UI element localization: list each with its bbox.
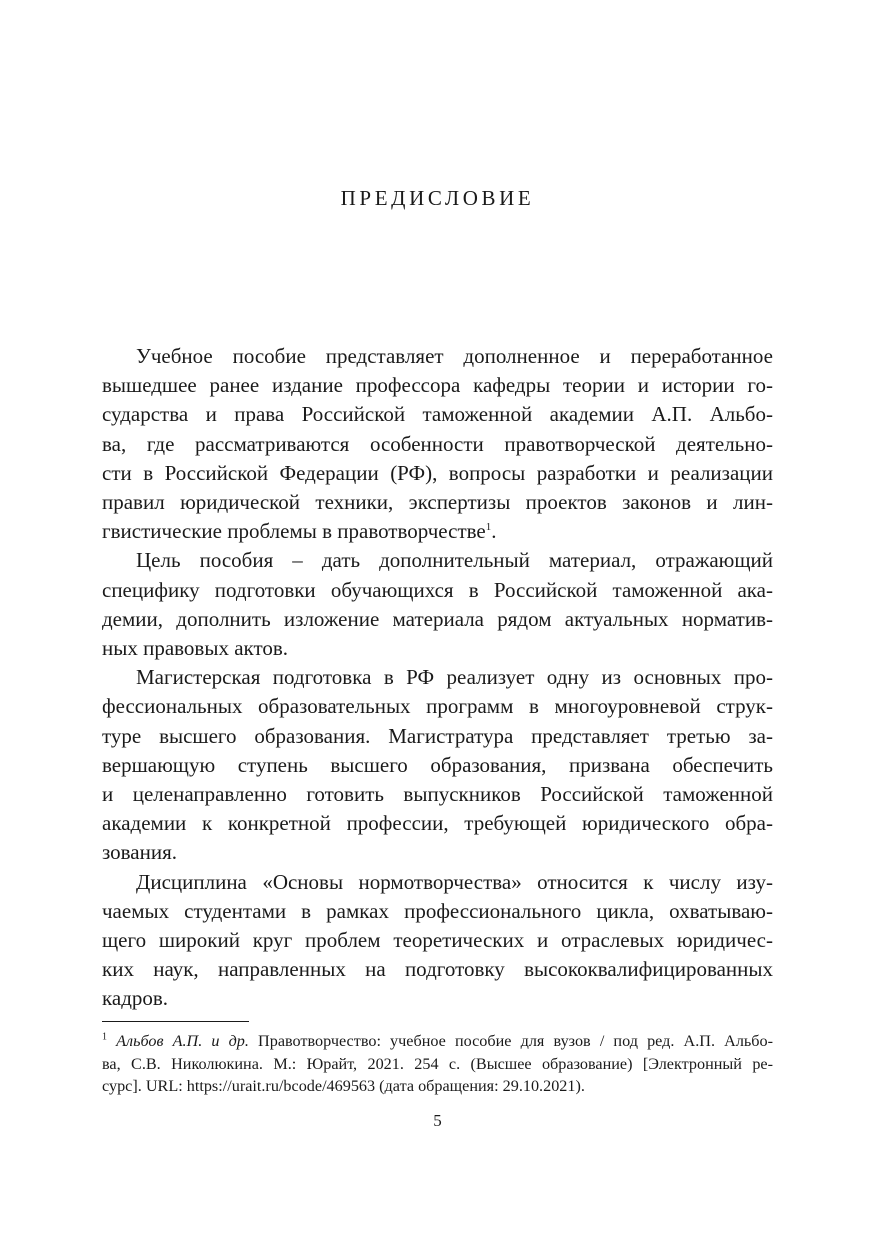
footnote: [102, 1030, 773, 1098]
text-line: ва, где рассматриваются особенности правотворческой деятельно-: [102, 431, 773, 456]
text-line: чаемых студентами в рамках профессионального цикла, охватываю-: [102, 898, 773, 923]
text-line: Магистерская подготовка в РФ реализует одну из основных про-: [136, 665, 773, 690]
text-line: гвистические проблемы в правотворчестве: [102, 519, 486, 544]
footnote-line: [102, 1030, 773, 1053]
text-line: туре высшего образования. Магистратура представляет третью за-: [102, 723, 773, 748]
text-line: сударства и права Российской таможенной академии А.П. Альбо-: [102, 402, 773, 427]
paragraph-3: [102, 663, 773, 867]
paragraph-4: [102, 868, 773, 1014]
footnote-line: сурс]. URL: https://urait.ru/bcode/469563 (дата обращения: 29.10.2021).: [102, 1077, 585, 1096]
text-line: фессиональных образовательных программ в многоуровневой струк-: [102, 694, 773, 719]
text-line: академии к конкретной профессии, требующей юридического обра-: [102, 811, 773, 836]
page-title: ПРЕДИСЛОВИЕ: [340, 186, 535, 210]
paragraph-1: [102, 342, 773, 546]
body-text: [102, 342, 773, 1014]
sentence-end: .: [491, 519, 497, 544]
page-number: 5: [433, 1111, 442, 1130]
text-line: и целенаправленно готовить выпускников Российской таможенной: [102, 782, 773, 807]
text-line: Дисциплина «Основы нормотворчества» относится к числу изу-: [136, 869, 773, 894]
text-line: щего широкий круг проблем теоретических и отраслевых юридичес-: [102, 928, 773, 953]
text-line: кадров.: [102, 986, 169, 1011]
footnote-separator: [102, 1021, 249, 1022]
text-line: вышедшее ранее издание профессора кафедры теории и истории го-: [102, 373, 773, 398]
text-line: Учебное пособие представляет дополненное и переработанное: [136, 344, 773, 368]
text-line: сти в Российской Федерации (РФ), вопросы разработки и реализации: [102, 460, 773, 485]
text-line: специфику подготовки обучающихся в Российской таможенной ака-: [102, 577, 773, 602]
footnote-author: Альбов А.П. и др.: [116, 1032, 249, 1050]
text-line: правил юридической техники, экспертизы проектов законов и лин-: [102, 490, 773, 515]
text-line: вершающую ступень высшего образования, призвана обеспечить: [102, 752, 773, 777]
text-line-with-footnote: [102, 517, 773, 546]
text-line: ных правовых актов.: [102, 636, 289, 661]
text-line: Цель пособия – дать дополнительный материал, отражающий: [136, 548, 773, 573]
footnote-reference[interactable]: 1: [485, 521, 492, 534]
text-line: демии, дополнить изложение материала рядом актуальных норматив-: [102, 606, 773, 631]
footnote-mark: 1: [102, 1031, 107, 1043]
text-line: ких наук, направленных на подготовку высококвалифицированных: [102, 957, 773, 982]
footnote-text: Правотворчество: учебное пособие для вузов / под ред. А.П. Альбо-: [248, 1032, 773, 1050]
footnote-line: ва, С.В. Николюкина. М.: Юрайт, 2021. 254 с. (Высшее образование) [Электронный ре-: [102, 1054, 773, 1073]
paragraph-2: [102, 546, 773, 663]
text-line: зования.: [102, 840, 178, 865]
